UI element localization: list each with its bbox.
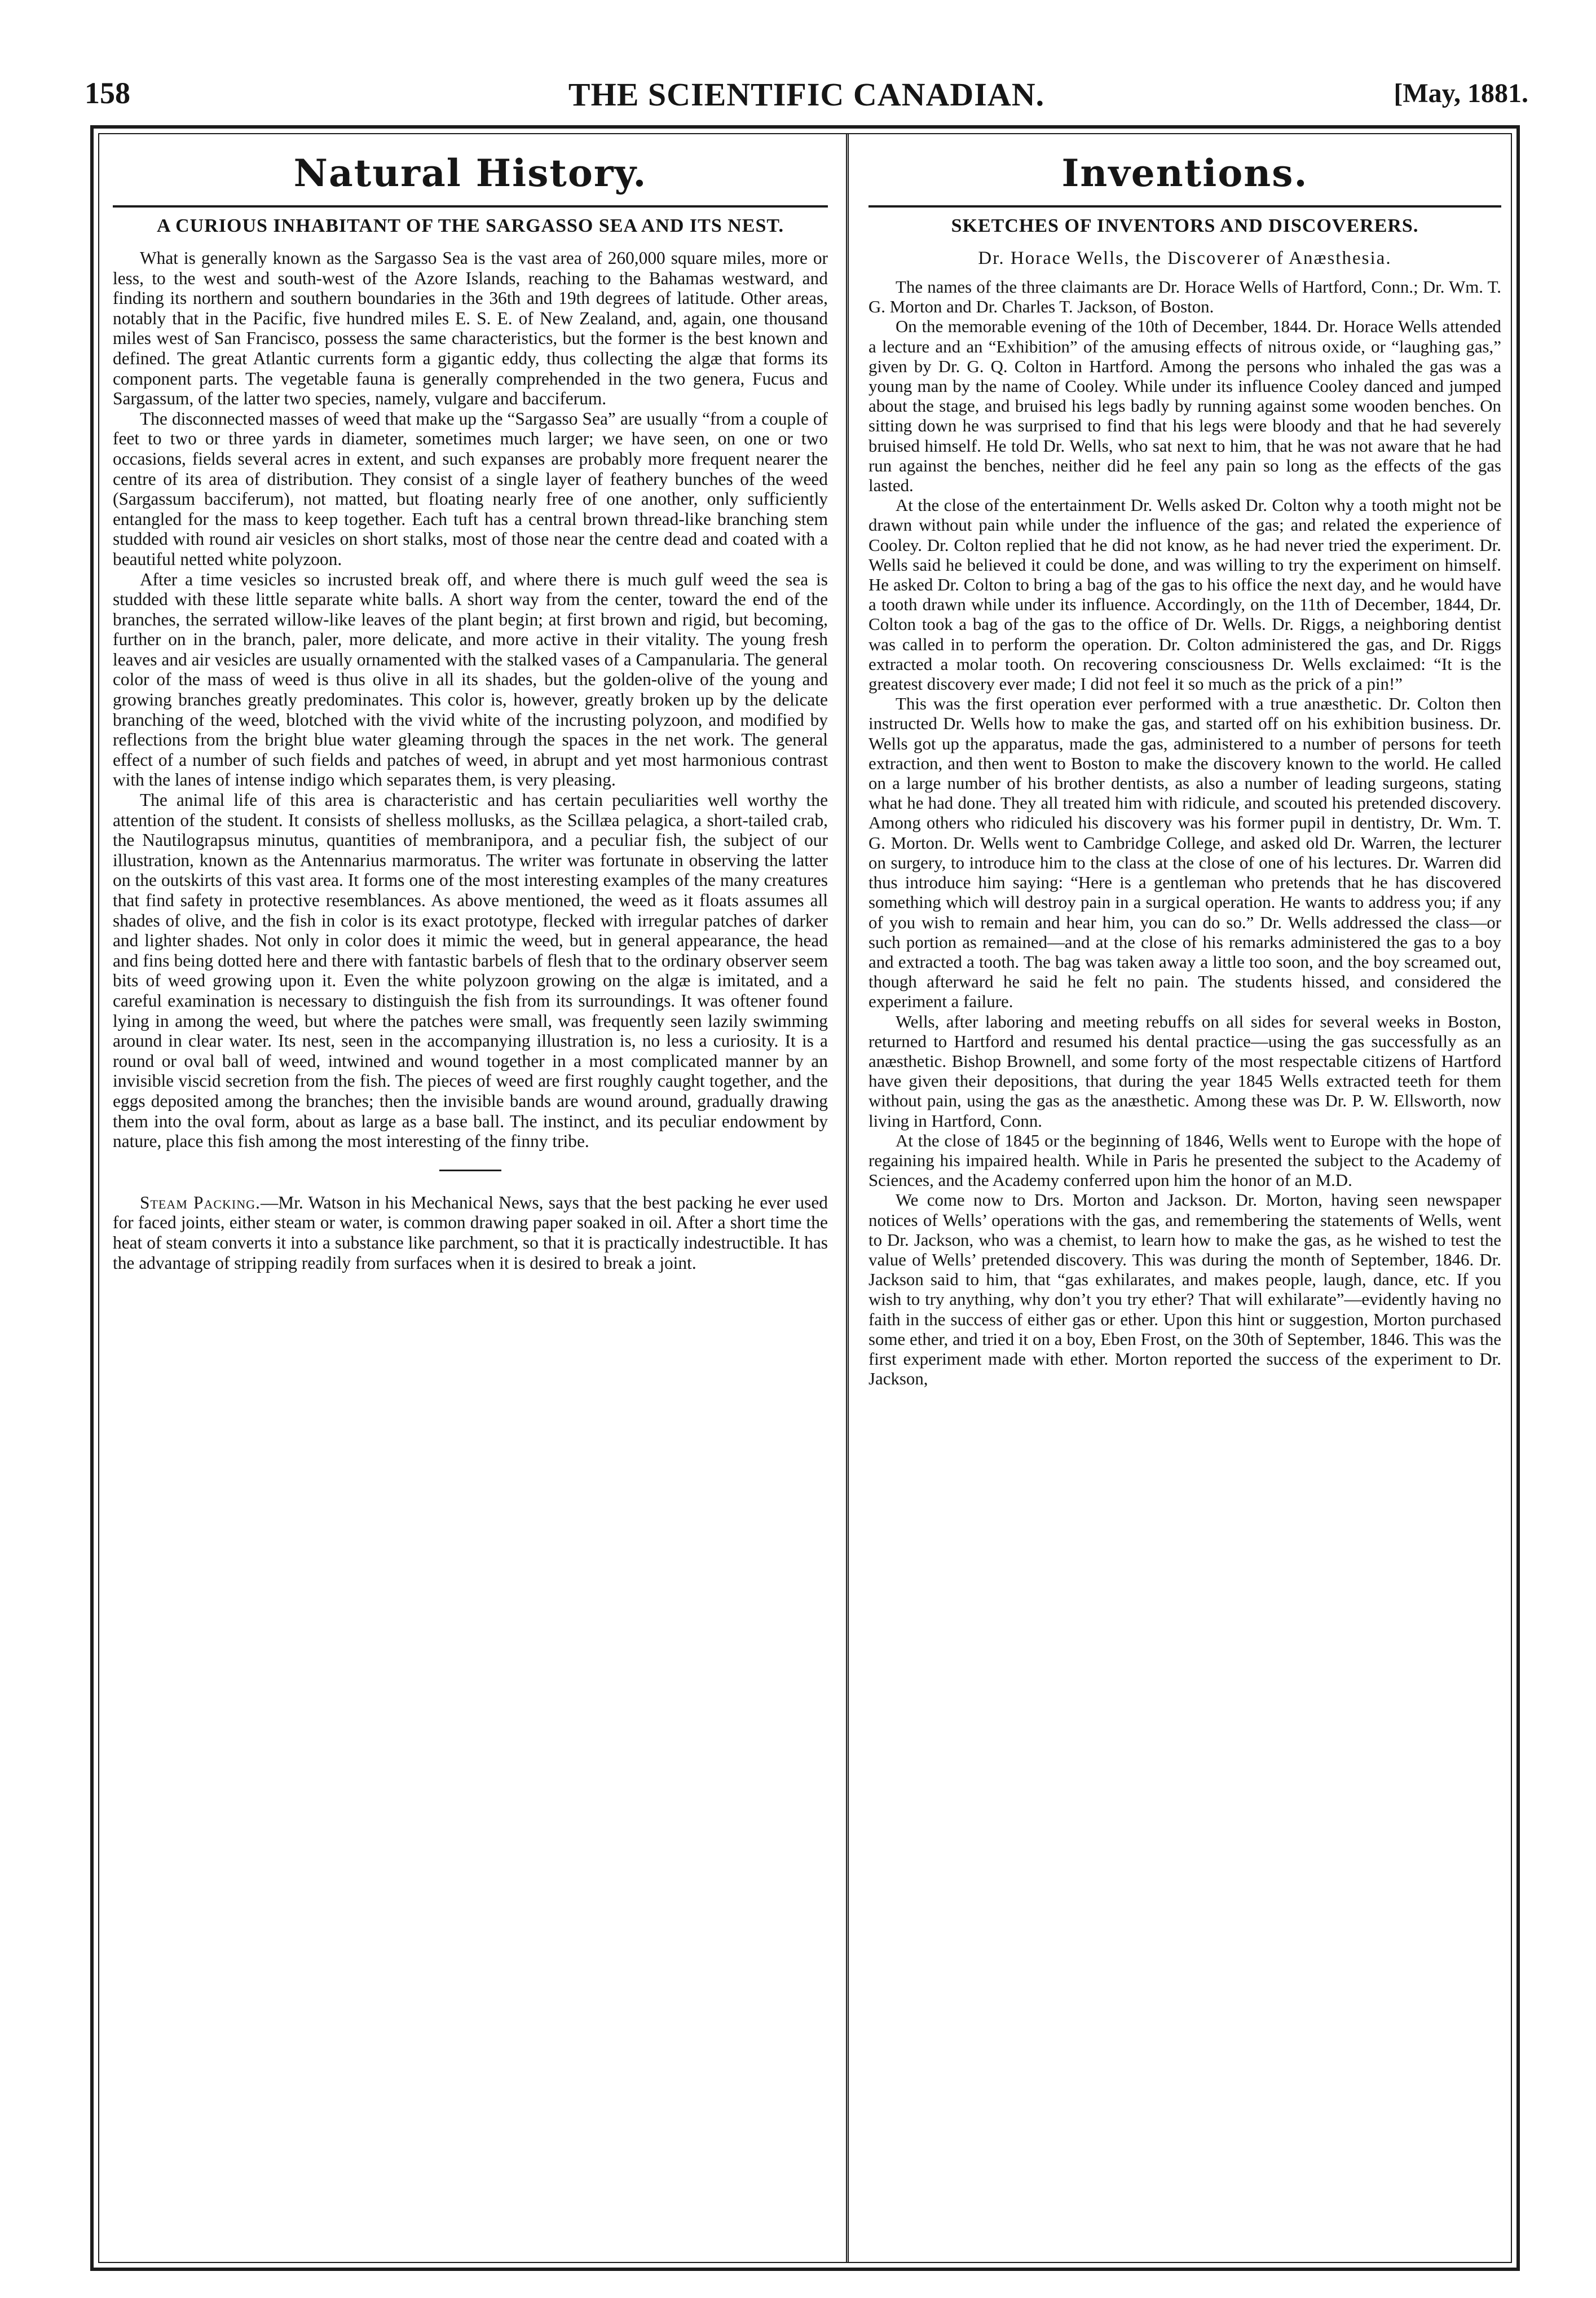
article-subtitle: Dr. Horace Wells, the Discoverer of Anæsthesia. [978, 248, 1392, 268]
paragraph: What is generally known as the Sargasso Sea is the vast area of 260,000 square miles, more or less, to the west and south-west of the Azore Islands, reaching to the Bahamas westward, and finding its northern and southern boundaries in the 36th and 19th degrees of latitude. Other areas, notably that in the Pacific, five hundred miles E. S. E. of New Zealand, and, again, one thousand miles west of San Francisco, possess the same characteristics, but the former is the best known and defined. The great Atlantic currents form a gigantic eddy, thus collecting the algæ that forms its component parts. The vegetable fauna is generally comprehended in the two genera, Fucus and Sargassum, of the latter two species, namely, vulgare and bacciferum. [113, 248, 828, 409]
note-text: —Mr. Watson in his Mechanical News, says that the best packing he ever used for faced joints, either steam or water, is common drawing paper soaked in oil. After a short time the heat of steam converts it into a substance like parchment, so that it is practically indestructible. It has the advantage of stripping readily from surfaces when it is desired to break a joint. [113, 1192, 828, 1273]
paragraph: The disconnected masses of weed that make up the “Sargasso Sea” are usually “from a couple of feet to two or three yards in diameter, sometimes much larger; we have seen, on one or two occasions, fields several acres in extent, and such expanses are probably more frequent nearer the centre of its area of distribution. They consist of a single layer of feathery bunches of the weed (Sargassum bacciferum), not matted, but floating nearly free of one another, only sufficiently entangled for the mass to keep together. Each tuft has a central brown thread-like branching stem studded with round air vesicles on short stalks, most of those near the centre dead and coated with a beautiful netted white polyzoon. [113, 408, 828, 569]
article-body [868, 277, 1501, 1388]
column-divider [846, 133, 849, 2262]
section-heading-inventions: Inventions. [1061, 151, 1308, 195]
page-number: 158 [85, 76, 130, 110]
section-rule [868, 205, 1501, 208]
paragraph: This was the first operation ever performed with a true anæsthetic. Dr. Colton then instructed Dr. Wells how to make the gas, and started off on his exhibition business. Dr. Wells got up the apparatus, made the gas, administered to a number of persons for teeth extraction, and then went to Boston to make the discovery known to the world. He called on a large number of his brother dentists, as also a number of leading surgeons, stating what he had done. They all treated him with ridicule, and scouted his pretended discovery. Among others who ridiculed his discovery was his former pupil in dentistry, Dr. Wm. T. G. Morton. Dr. Wells went to Cambridge College, and asked old Dr. Warren, the lecturer on surgery, to introduce him to the class at the close of one of his lectures. Dr. Warren did thus introduce him saying: “Here is a gentleman who pretends that he has discovered something which will destroy pain in a surgical operation. He wants to address you; if any of you wish to remain and hear him, you can do so.” Dr. Wells addressed the class—or such portion as remained—and at the close of his remarks administered the gas to a boy and extracted a tooth. The bag was taken away a little too soon, and the boy screamed out, though afterward he said he felt no pain. The students hissed, and considered the experiment a failure. [868, 694, 1501, 1012]
journal-title: THE SCIENTIFIC CANADIAN. [568, 76, 1045, 113]
article-title: A CURIOUS INHABITANT OF THE SARGASSO SEA AND ITS NEST. [156, 215, 784, 236]
running-header [85, 70, 1528, 121]
paragraph: At the close of 1845 or the beginning of 1846, Wells went to Europe with the hope of regaining his impaired health. While in Paris he presented the subject to the Academy of Sciences, and the Academy conferred upon him the honor of an M.D. [868, 1130, 1501, 1190]
paragraph: The names of the three claimants are Dr. Horace Wells of Hartford, Conn.; Dr. Wm. T. G. Morton and Dr. Charles T. Jackson, of Boston. [868, 277, 1501, 317]
section-rule [113, 205, 828, 208]
section-heading-natural-history: Natural History. [293, 151, 647, 195]
article-body [113, 248, 828, 1152]
note-lead: Steam Packing. [140, 1192, 261, 1212]
paragraph: At the close of the entertainment Dr. Wells asked Dr. Colton why a tooth might not be drawn without pain while under the influence of the gas; and related the experience of Cooley. Dr. Colton replied that he did not know, as he had never tried the experiment. Dr. Wells said he believed it could be done, and was willing to try the experiment on himself. He asked Dr. Colton to bring a bag of the gas to his office the next day, and he would have a tooth drawn while under its influence. Accordingly, on the 11th of December, 1844, Dr. Colton took a bag of the gas to the office of Dr. Wells. Dr. Riggs, a neighboring dentist was called in to perform the operation. Dr. Colton administered the gas, and Dr. Riggs extracted a molar tooth. On recovering consciousness Dr. Wells exclaimed: “It is the greatest discovery ever made; I did not feel it so much as the prick of a pin!” [868, 495, 1501, 694]
left-column [113, 148, 828, 2257]
article-separator [439, 1170, 501, 1171]
right-column [868, 148, 1501, 2257]
paragraph: After a time vesicles so incrusted break off, and where there is much gulf weed the sea is studded with these little separate white balls. A short way from the center, toward the end of the branches, the serrated willow-like leaves of the plant begin; at first brown and rigid, but becoming, further on in the branch, paler, more delicate, and more active in their vitality. The young fresh leaves and air vesicles are usually ornamented with the stalked vases of a Campanularia. The general color of the mass of weed is thus olive in all its shades, but the golden-olive of the young and growing branches greatly predominates. This color is, however, greatly broken up by the delicate branching of the weed, blotched with the vivid white of the incrusting polyzoon, and modified by reflections from the bright blue water gleaming through the spaces in the net work. The general effect of a number of such fields and patches of weed, in abrupt and yet most harmonious contrast with the lanes of intense indigo which separates them, is very pleasing. [113, 569, 828, 790]
issue-date: [May, 1881. [1394, 78, 1528, 108]
paragraph: We come now to Drs. Morton and Jackson. Dr. Morton, having seen newspaper notices of Wells’ operations with the gas, and remembering the statements of Wells, went to Dr. Jackson, who was a chemist, to learn how to make the gas, as he wished to test the value of Wells’ pretended discovery. This was during the month of September, 1846. Dr. Jackson said to him, that “gas exhilarates, and makes people, laugh, dance, etc. If you wish to try anything, why don’t you try ether? That will exhilarate”—evidently having no faith in the success of either gas or ether. Upon this hint or suggestion, Morton purchased some ether, and tried it on a boy, Eben Frost, on the 30th of September, 1846. This was the first experiment made with ether. Morton reported the success of the experiment to Dr. Jackson, [868, 1190, 1501, 1389]
paragraph: The animal life of this area is characteristic and has certain peculiarities well worthy the attention of the student. It consists of shelless mollusks, as the Scillæa pelagica, a short-tailed crab, the Nautilograpsus minutus, quantities of membranipora, and a peculiar fish, the subject of our illustration, known as the Antennarius marmoratus. The writer was fortunate in observing the latter on the outskirts of this vast area. It forms one of the most interesting examples of the many creatures that find safety in protective resemblances. As above mentioned, the weed as it floats assumes all shades of olive, and the fish in color is its exact prototype, flecked with irregular patches of darker and lighter shades. Not only in color does it mimic the weed, but in general appearance, the head and fins being dotted here and there with fantastic barbels of flesh that to the ordinary observer seem bits of weed growing upon it. Even the white polyzoon growing on the algæ is imitated, and a careful examination is necessary to distinguish the fish from its surroundings. It was oftener found lying in among the weed, but where the patches were small, was frequently seen lazily swimming around in clear water. Its nest, seen in the accompanying illustration is, no less a curiosity. It is a round or oval ball of weed, intwined and wound together in a most complicated manner by an invisible viscid secretion from the fish. The pieces of weed are first roughly caught together, and the eggs deposited among the branches; then the invisible bands are wound around, gradually drawing them into the oval form, about as large as a base ball. The instinct, and its peculiar endowment by nature, place this fish among the most interesting of the finny tribe. [113, 790, 828, 1152]
article-title: SKETCHES OF INVENTORS AND DISCOVERERS. [951, 215, 1419, 236]
paragraph: On the memorable evening of the 10th of December, 1844. Dr. Horace Wells attended a lecture and an “Exhibition” of the amusing effects of nitrous oxide, or “laughing gas,” given by Dr. G. Q. Colton in Hartford. Among the persons who inhaled the gas was a young man by the name of Cooley. While under its influence Cooley danced and jumped about the stage, and bruised his legs badly by running against some wooden benches. On sitting down he was surprised to find that his legs were bloody and that he had severely bruised himself. He told Dr. Wells, who sat next to him, that he was not aware that he had run against the benches, neither did he feel any pain so long as the effects of the gas lasted. [868, 316, 1501, 496]
paragraph: Wells, after laboring and meeting rebuffs on all sides for several weeks in Boston, returned to Hartford and resumed his dental practice—using the gas successfully as an anæsthetic. Bishop Brownell, and some forty of the most respectable citizens of Hartford have given their depositions, that during the year 1845 Wells extracted teeth for them without pain, using the gas as the anæsthetic. Among these was Dr. P. W. Ellsworth, now living in Hartford, Conn. [868, 1011, 1501, 1131]
steam-packing-note [113, 1193, 828, 1273]
note-paragraph [113, 1193, 828, 1273]
